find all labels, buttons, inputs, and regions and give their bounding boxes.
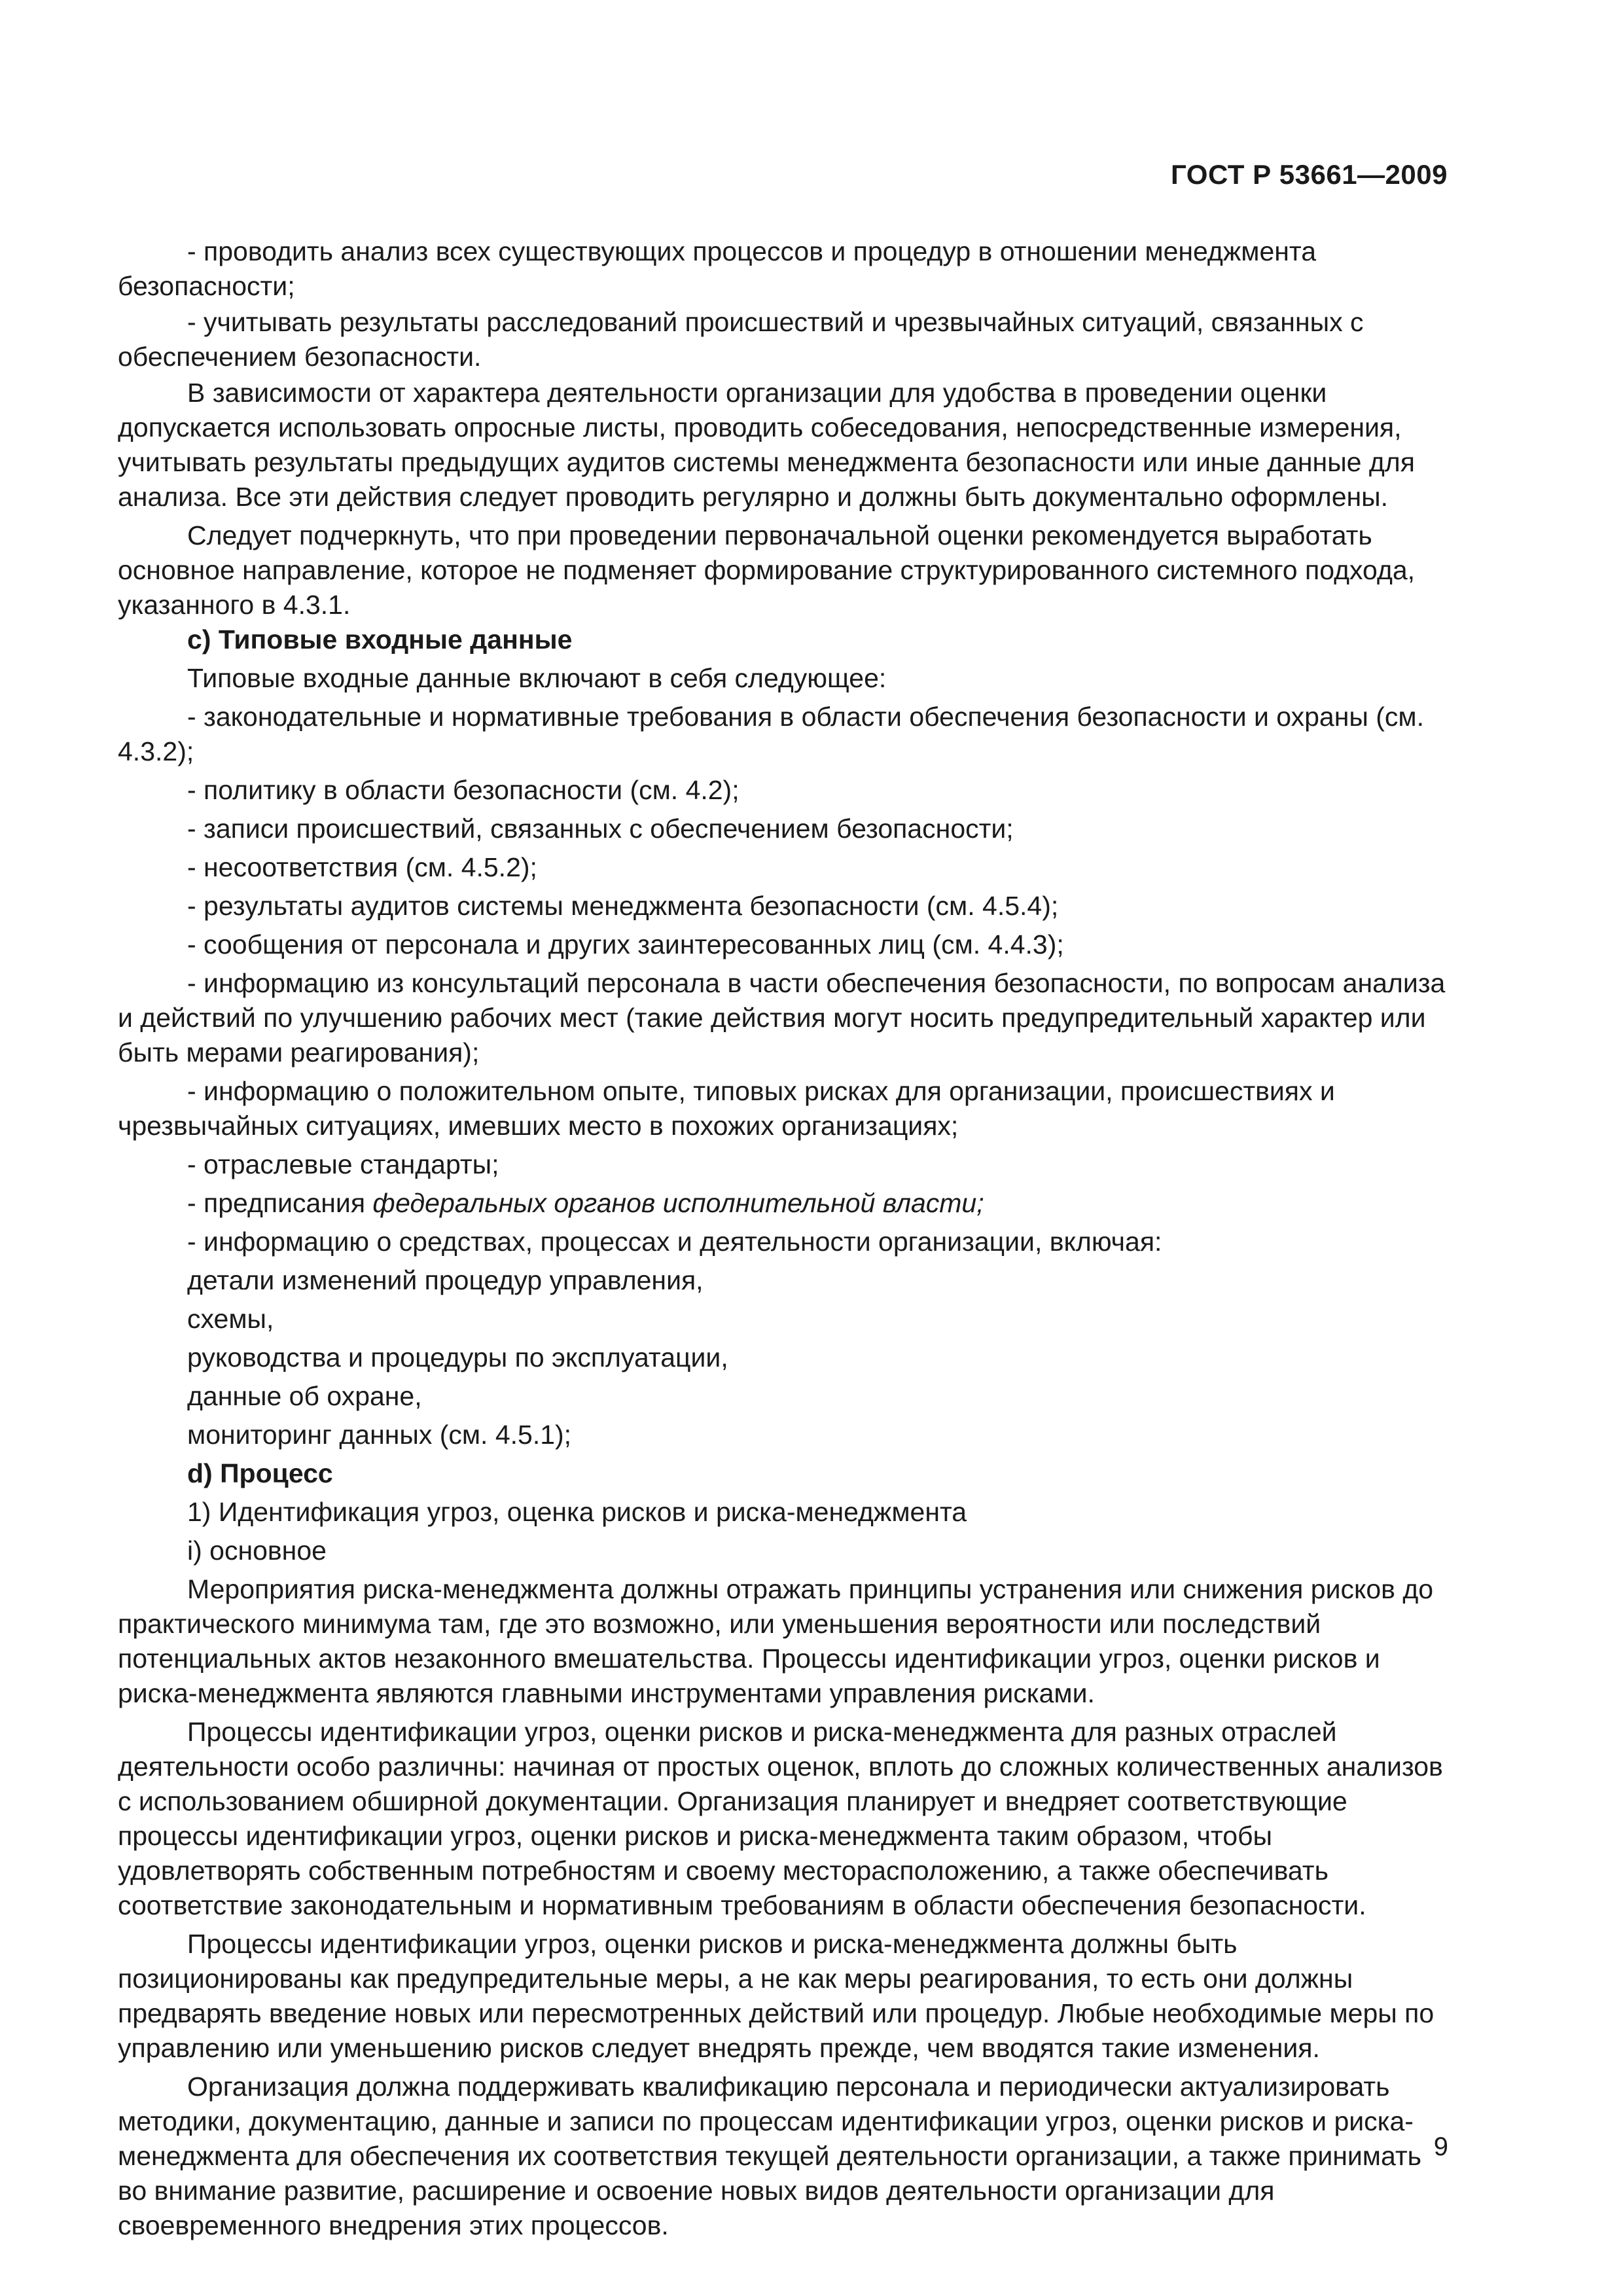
list-item: - результаты аудитов системы менеджмента безопасности (см. 4.5.4); — [187, 891, 1059, 921]
italic-emphasis: федеральных органов исполнительной власти; — [372, 1188, 984, 1218]
sub-list-item: схемы, — [187, 1304, 274, 1334]
list-item: - записи происшествий, связанных с обеспечением безопасности; — [187, 814, 1014, 844]
subsection-heading: 1) Идентификация угроз, оценка рисков и риска-менеджмента — [187, 1497, 967, 1527]
body-paragraph: В зависимости от характера деятельности организации для удобства в проведении оценки допускается использовать опросные листы, проводить собеседования, непосредственные измерения, учитывать результаты предыдущих аудитов системы менеджмента безопасности или иные данные для анализа. Все эти действия следует проводить регулярно и должны быть документально оформлены. — [118, 378, 1415, 512]
body-paragraph: Процессы идентификации угроз, оценки рисков и риска-менеджмента для разных отраслей деятельности особо различны: начиная от простых оценок, вплоть до сложных количественных анализов с использованием обширной документации. Организация планирует и внедряет соответствующие процессы идентификации угроз, оценки рисков и риска-менеджмента таким образом, чтобы удовлетворять собственным потребностям и своему месторасположению, а также обеспечивать соответствие законодательным и нормативным требованиям в области обеспечения безопасности. — [118, 1717, 1443, 1920]
document-body — [118, 234, 1446, 2243]
subsection-heading: i) основное — [187, 1535, 327, 1566]
body-paragraph: Мероприятия риска-менеджмента должны отражать принципы устранения или снижения рисков до практического минимума там, где это возможно, или уменьшения вероятности или последствий потенциальных актов незаконного вмешательства. Процессы идентификации угроз, оценки рисков и риска-менеджмента являются главными инструментами управления рисками. — [118, 1574, 1434, 1708]
list-item: - информацию о средствах, процессах и деятельности организации, включая: — [187, 1227, 1162, 1257]
list-item — [118, 1186, 1446, 1221]
list-item: - сообщения от персонала и других заинтересованных лиц (см. 4.4.3); — [187, 929, 1064, 960]
list-item: - учитывать результаты расследований происшествий и чрезвычайных ситуаций, связанных с обеспечением безопасности. — [118, 307, 1364, 372]
section-heading-process: d) Процесс — [187, 1458, 333, 1488]
sub-list-item: данные об охране, — [187, 1381, 422, 1411]
list-item: - проводить анализ всех существующих процессов и процедур в отношении менеджмента безопасности; — [118, 236, 1317, 301]
list-item: - политику в области безопасности (см. 4.2); — [187, 775, 740, 805]
document-number-header: ГОСТ Р 53661—2009 — [1171, 159, 1448, 190]
list-item: - информацию из консультаций персонала в части обеспечения безопасности, по вопросам анализа и действий по улучшению рабочих мест (такие действия могут носить предупредительный характер или быть мерами реагирования); — [118, 968, 1446, 1067]
list-item: - несоответствия (см. 4.5.2); — [187, 852, 537, 882]
list-item-text: - предписания — [187, 1188, 373, 1218]
sub-list-item: руководства и процедуры по эксплуатации, — [187, 1342, 728, 1372]
list-item: - законодательные и нормативные требования в области обеспечения безопасности и охраны (см. 4.3.2); — [118, 702, 1424, 766]
section-heading-inputs: c) Типовые входные данные — [187, 624, 573, 655]
sub-list-item: детали изменений процедур управления, — [187, 1265, 704, 1295]
page-number: 9 — [1433, 2132, 1448, 2161]
body-paragraph: Процессы идентификации угроз, оценки рисков и риска-менеджмента должны быть позиционированы как предупредительные меры, а не как меры реагирования, то есть они должны предварять введение новых или пересмотренных действий или процедур. Любые необходимые меры по управлению или уменьшению рисков следует внедрять прежде, чем вводятся такие изменения. — [118, 1929, 1435, 2063]
body-paragraph: Организация должна поддерживать квалификацию персонала и периодически актуализировать методики, документацию, данные и записи по процессам идентификации угроз, оценки рисков и риска-менеджмента для обеспечения их соответствия текущей деятельности организации, а также принимать во внимание развитие, расширение и освоение новых видов деятельности организации для своевременного внедрения этих процессов. — [118, 2072, 1422, 2240]
list-item: - отраслевые стандарты; — [187, 1149, 499, 1179]
list-item: - информацию о положительном опыте, типовых рисках для организации, происшествиях и чрезвычайных ситуациях, имевших место в похожих организациях; — [118, 1076, 1335, 1141]
body-paragraph: Типовые входные данные включают в себя следующее: — [187, 663, 887, 693]
sub-list-item: мониторинг данных (см. 4.5.1); — [187, 1420, 572, 1450]
body-paragraph: Следует подчеркнуть, что при проведении первоначальной оценки рекомендуется выработать основное направление, которое не подменяет формирование структурированного системного подхода, указанного в 4.3.1. — [118, 520, 1416, 620]
